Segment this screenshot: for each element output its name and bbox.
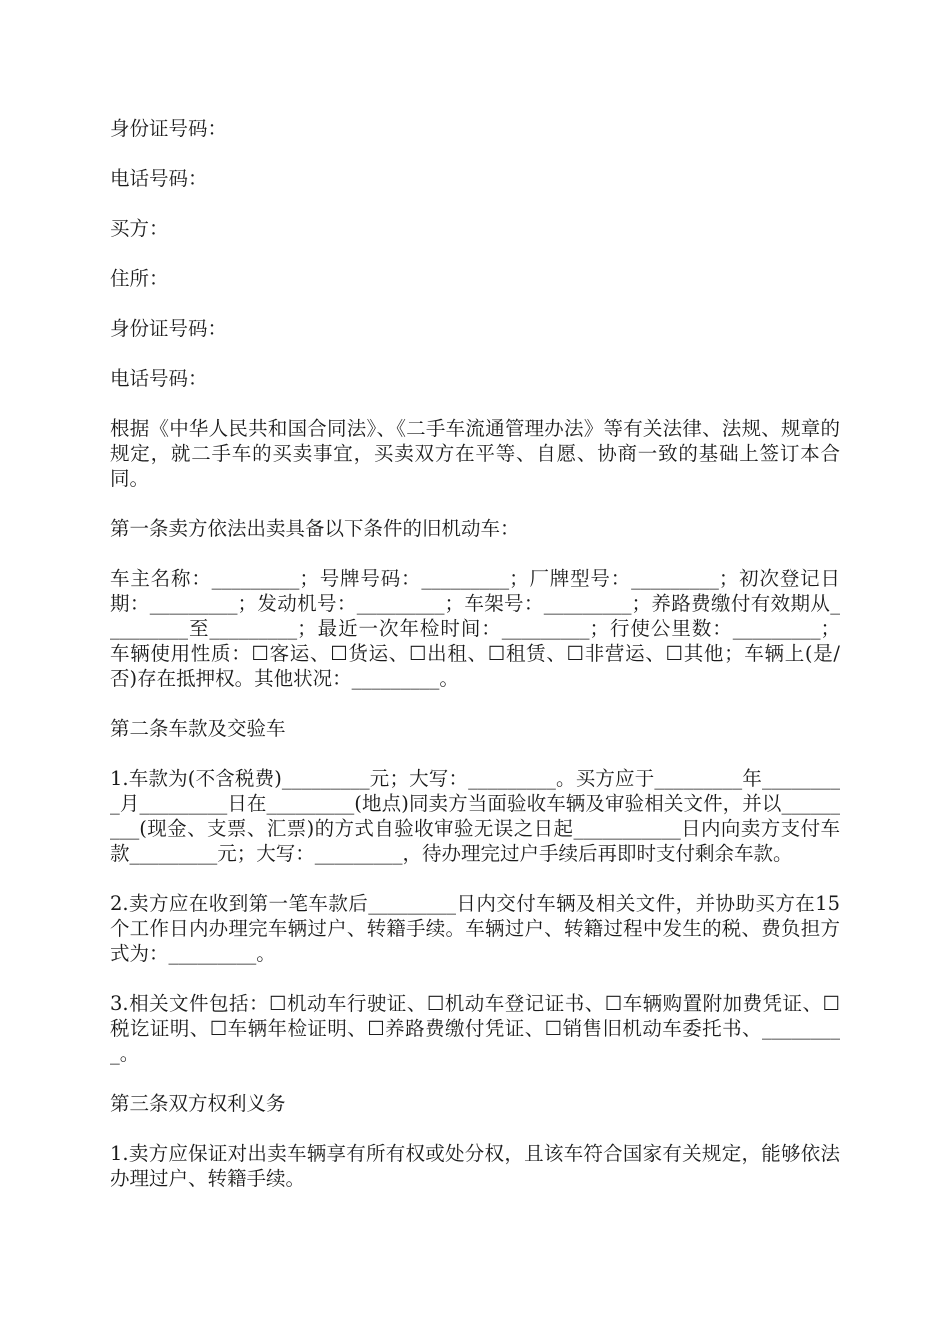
- vehicle-details-paragraph: 车主名称：_________；号牌号码：_________；厂牌型号：_________；初次登记日期：_________；发动机号：_________；车架号：_________；养路费缴付有效期从_________至_________；最近一次年检时间：_________；行使公里数：_________；车辆使用性质：☐客运、☐货运、☐出租、☐租赁、☐非营运、☐其他；车辆上(是/否)存在抵押权。其他状况：_________。: [110, 567, 840, 690]
- seller-id-number-line: 身份证号码：: [110, 117, 228, 140]
- article-3-clause-1: 1.卖方应保证对出卖车辆享有所有权或处分权，且该车符合国家有关规定，能够依法办理过户、转籍手续。: [110, 1142, 840, 1190]
- buyer-address-line: 住所：: [110, 267, 169, 290]
- article-2-heading: 第二条车款及交验车: [110, 717, 286, 740]
- article-2-clause-2: 2.卖方应在收到第一笔车款后_________日内交付车辆及相关文件，并协助买方在15个工作日内办理完车辆过户、转籍手续。车辆过户、转籍过程中发生的税、费负担方式为：_________。: [110, 892, 840, 965]
- contract-document-body: [110, 116, 840, 1216]
- seller-phone-line: 电话号码：: [110, 167, 208, 190]
- buyer-line: 买方：: [110, 217, 169, 240]
- article-2-clause-3: 3.相关文件包括：☐机动车行驶证、☐机动车登记证书、☐车辆购置附加费凭证、☐税讫证明、☐车辆年检证明、☐养路费缴付凭证、☐销售旧机动车委托书、_________。: [110, 992, 840, 1065]
- buyer-phone-line: 电话号码：: [110, 367, 208, 390]
- article-3-heading: 第三条双方权利义务: [110, 1092, 286, 1115]
- preamble-paragraph: 根据《中华人民共和国合同法》、《二手车流通管理办法》等有关法律、法规、规章的规定，就二手车的买卖事宜，买卖双方在平等、自愿、协商一致的基础上签订本合同。: [110, 417, 840, 490]
- article-1-heading: 第一条卖方依法出卖具备以下条件的旧机动车：: [110, 517, 520, 540]
- buyer-id-number-line: 身份证号码：: [110, 317, 228, 340]
- article-2-clause-1: 1.车款为(不含税费)_________元；大写：_________。买方应于_________年_________月_________日在_________(地点)同卖方当面验收车辆及审验相关文件，并以_________(现金、支票、汇票)的方式自验收审验无误之日起___________日内向卖方支付车款_________元；大写：_________，待办理完过户手续后再即时支付剩余车款。: [110, 767, 840, 865]
